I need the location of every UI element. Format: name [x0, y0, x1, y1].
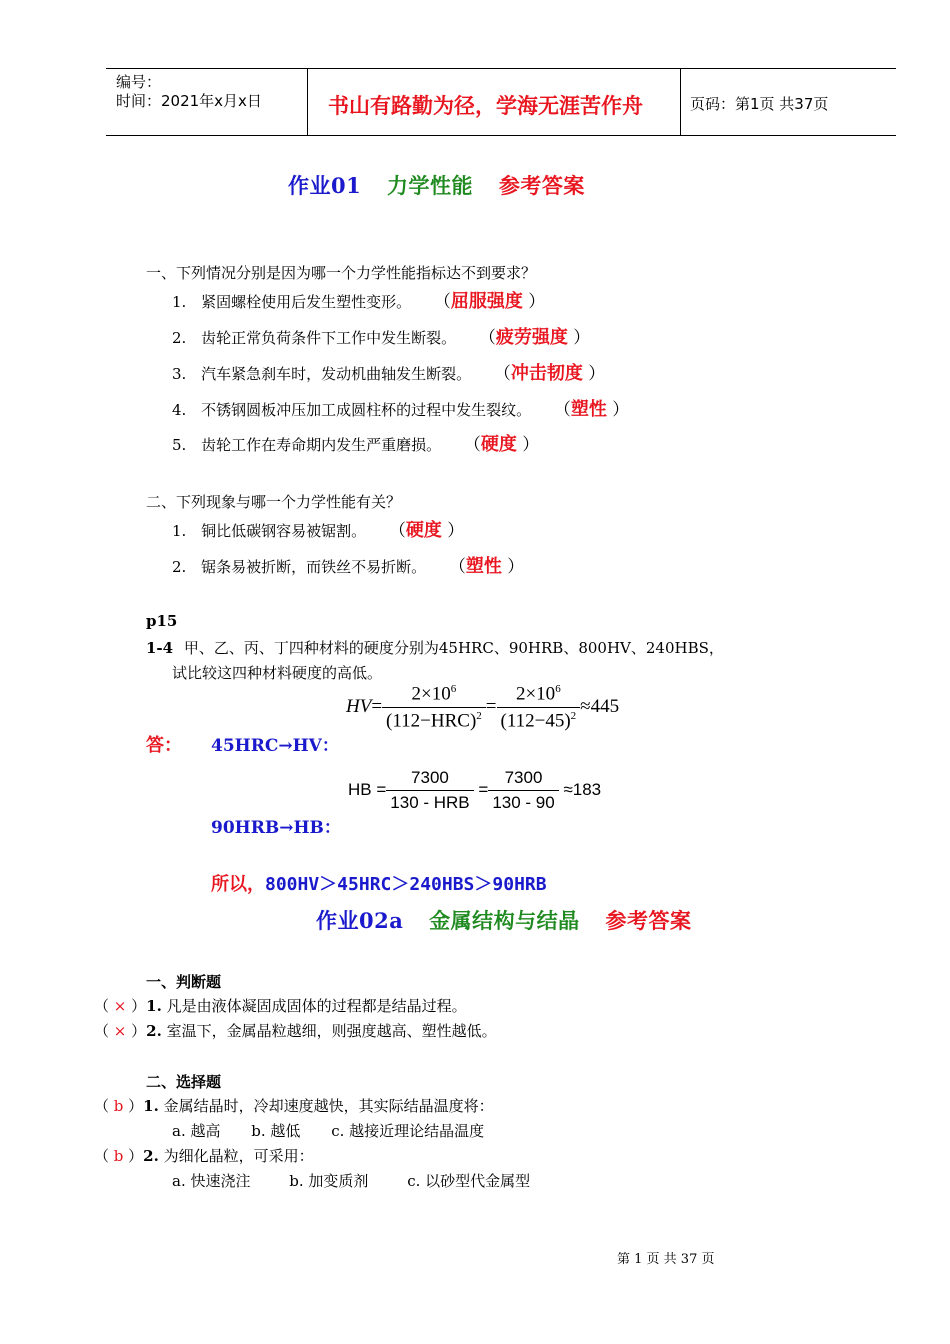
hw01-title-topic: 力学性能 — [387, 173, 474, 198]
list-item: 1. 紧固螺栓使用后发生塑性变形。 （屈服强度 ） — [172, 291, 546, 312]
answer: 硬度 — [480, 434, 517, 455]
conversion-hrb-hb: 90HRB→HB： — [211, 818, 341, 838]
list-item: 5. 齿轮工作在寿命期内发生严重磨损。 （硬度 ） — [172, 434, 540, 455]
section2-heading: 二、下列现象与哪一个力学性能有关？ — [146, 493, 402, 511]
item-number: 2. — [146, 1022, 162, 1040]
answer: 硬度 — [405, 520, 442, 541]
choice-mark: b — [113, 1097, 124, 1115]
hw02a-title-number: 作业02a — [316, 908, 404, 933]
question-line1 — [146, 637, 724, 658]
question-number: 1-4 — [146, 639, 174, 657]
answer-label: 答： — [146, 735, 182, 756]
header-bottom-rule — [106, 135, 896, 136]
list-item: 2. 锯条易被折断，而铁丝不易折断。 （塑性 ） — [172, 556, 525, 577]
choice-heading: 二、选择题 — [146, 1073, 222, 1091]
exponent: 6 — [555, 683, 561, 695]
formula-lhs: HB — [348, 779, 372, 799]
choice-options — [172, 1170, 530, 1191]
exponent: 2 — [476, 710, 482, 723]
formula-hv: HV= $\frac{2\times 10^6}{(112-HRC)^2}$ = $\frac{2\times 10^6}{(112-45)^2}$ ≈445 — [346, 683, 620, 732]
conversion-hrc-hv: 45HRC→HV： — [211, 736, 339, 756]
judge-mark: × — [113, 997, 127, 1015]
list-item: 2. 齿轮正常负荷条件下工作中发生断裂。 （疲劳强度 ） — [172, 327, 591, 348]
question-line2: 试比较这四种材料硬度的高低。 — [172, 664, 383, 682]
item-text: 凡是由液体凝固成固体的过程都是结晶过程。 — [166, 997, 467, 1015]
item-number: 5. — [172, 436, 187, 454]
choice-mark: b — [113, 1147, 124, 1165]
list-item: 1. 铜比低碳钢容易被锯割。 （硬度 ） — [172, 520, 465, 541]
fraction-denominator: 130 - HRB — [390, 793, 470, 812]
header-divider — [307, 68, 308, 136]
hw01-title — [288, 170, 585, 200]
hw02a-title-topic: 金属结构与结晶 — [429, 908, 580, 933]
fraction-denominator: (112−HRC) — [386, 710, 477, 732]
item-text: 室温下，金属晶粒越细，则强度越高、塑性越低。 — [166, 1022, 497, 1040]
choice-item: （ b ）2. 为细化晶粒，可采用： — [94, 1147, 314, 1165]
conclusion-text: 800HV＞45HRC＞240HBS＞90HRB — [265, 874, 547, 895]
answer: 屈服强度 — [450, 291, 523, 312]
fraction-denominator: (112−45) — [500, 710, 571, 732]
p15-label: p15 — [146, 612, 178, 630]
fraction-numerator: 7300 — [488, 768, 558, 791]
item-number: 1. — [143, 1097, 159, 1115]
answer: 疲劳强度 — [495, 327, 568, 348]
formula-result: ≈183 — [563, 779, 602, 799]
conclusion — [211, 870, 547, 896]
question-text: 甲、乙、丙、丁四种材料的硬度分别为45HRC、90HRB、800HV、240HBS， — [183, 639, 724, 657]
item-text: 紧固螺栓使用后发生塑性变形。 — [201, 293, 412, 311]
item-number: 2. — [172, 558, 187, 576]
time-label: 时间：2021年x月x日 — [116, 92, 262, 110]
fraction-numerator: 7300 — [386, 768, 473, 791]
item-text: 为细化晶粒，可采用： — [163, 1147, 314, 1165]
answer: 冲击韧度 — [510, 363, 583, 384]
option: a. 越高 — [172, 1122, 221, 1140]
item-text: 齿轮工作在寿命期内发生严重磨损。 — [201, 436, 442, 454]
formula-result: ≈445 — [580, 696, 620, 718]
choice-options — [172, 1120, 484, 1141]
judge-item: （ × ）2. 室温下，金属晶粒越细，则强度越高、塑性越低。 — [94, 1022, 497, 1040]
exponent: 6 — [450, 683, 457, 695]
page-info: 页码：第1页 共37页 — [690, 95, 829, 113]
answer: 塑性 — [570, 399, 607, 420]
formula-hb: HB = $\frac{7300}{\text{130 - HRB}}$ = $\frac{7300}{130 - 90}$ ≈183 — [348, 768, 602, 812]
option: c. 越接近理论结晶温度 — [331, 1122, 485, 1140]
fraction-numerator: 2×10 — [515, 683, 556, 705]
conclusion-label: 所以， — [211, 874, 265, 895]
choice-item: （ b ）1. 金属结晶时，冷却速度越快，其实际结晶温度将： — [94, 1097, 494, 1115]
section1-heading: 一、下列情况分别是因为哪一个力学性能指标达不到要求？ — [146, 264, 537, 282]
motto: 书山有路勤为径，学海无涯苦作舟 — [328, 94, 643, 118]
hw02a-title-answer: 参考答案 — [605, 908, 692, 933]
option: b. 加变质剂 — [289, 1172, 369, 1190]
answer: 塑性 — [465, 556, 502, 577]
exponent: 2 — [570, 710, 577, 723]
item-text: 金属结晶时，冷却速度越快，其实际结晶温度将： — [163, 1097, 494, 1115]
item-text: 铜比低碳钢容易被锯割。 — [201, 522, 367, 540]
formula-lhs: HV — [346, 696, 372, 718]
option: a. 快速浇注 — [172, 1172, 251, 1190]
item-text: 齿轮正常负荷条件下工作中发生断裂。 — [201, 329, 457, 347]
header-divider — [680, 68, 681, 136]
list-item: 4. 不锈钢圆板冲压加工成圆柱杯的过程中发生裂纹。 （塑性 ） — [172, 399, 630, 420]
judge-item: （ × ）1. 凡是由液体凝固成固体的过程都是结晶过程。 — [94, 997, 467, 1015]
item-text: 汽车紧急刹车时，发动机曲轴发生断裂。 — [201, 365, 472, 383]
hw02a-title — [316, 905, 691, 935]
item-number: 2. — [172, 329, 187, 347]
item-number: 4. — [172, 401, 187, 419]
option: b. 越低 — [251, 1122, 301, 1140]
fraction-numerator: 2×10 — [411, 683, 451, 705]
judge-mark: × — [113, 1022, 127, 1040]
list-item: 3. 汽车紧急刹车时，发动机曲轴发生断裂。 （冲击韧度 ） — [172, 363, 606, 384]
item-text: 不锈钢圆板冲压加工成圆柱杯的过程中发生裂纹。 — [201, 401, 532, 419]
judge-heading: 一、判断题 — [146, 973, 222, 991]
header-top-rule — [106, 68, 896, 69]
item-text: 锯条易被折断，而铁丝不易折断。 — [201, 558, 427, 576]
serial-label: 编号： — [116, 73, 162, 91]
item-number: 3. — [172, 365, 187, 383]
item-number: 1. — [172, 522, 187, 540]
hw01-title-number: 作业01 — [288, 173, 362, 198]
item-number: 1. — [146, 997, 162, 1015]
option: c. 以砂型代金属型 — [407, 1172, 531, 1190]
item-number: 1. — [172, 293, 187, 311]
hw01-title-answer: 参考答案 — [498, 173, 585, 198]
footer-page-number: 第 1 页 共 37 页 — [617, 1252, 715, 1267]
item-number: 2. — [143, 1147, 159, 1165]
fraction-denominator: 130 - 90 — [492, 793, 555, 812]
